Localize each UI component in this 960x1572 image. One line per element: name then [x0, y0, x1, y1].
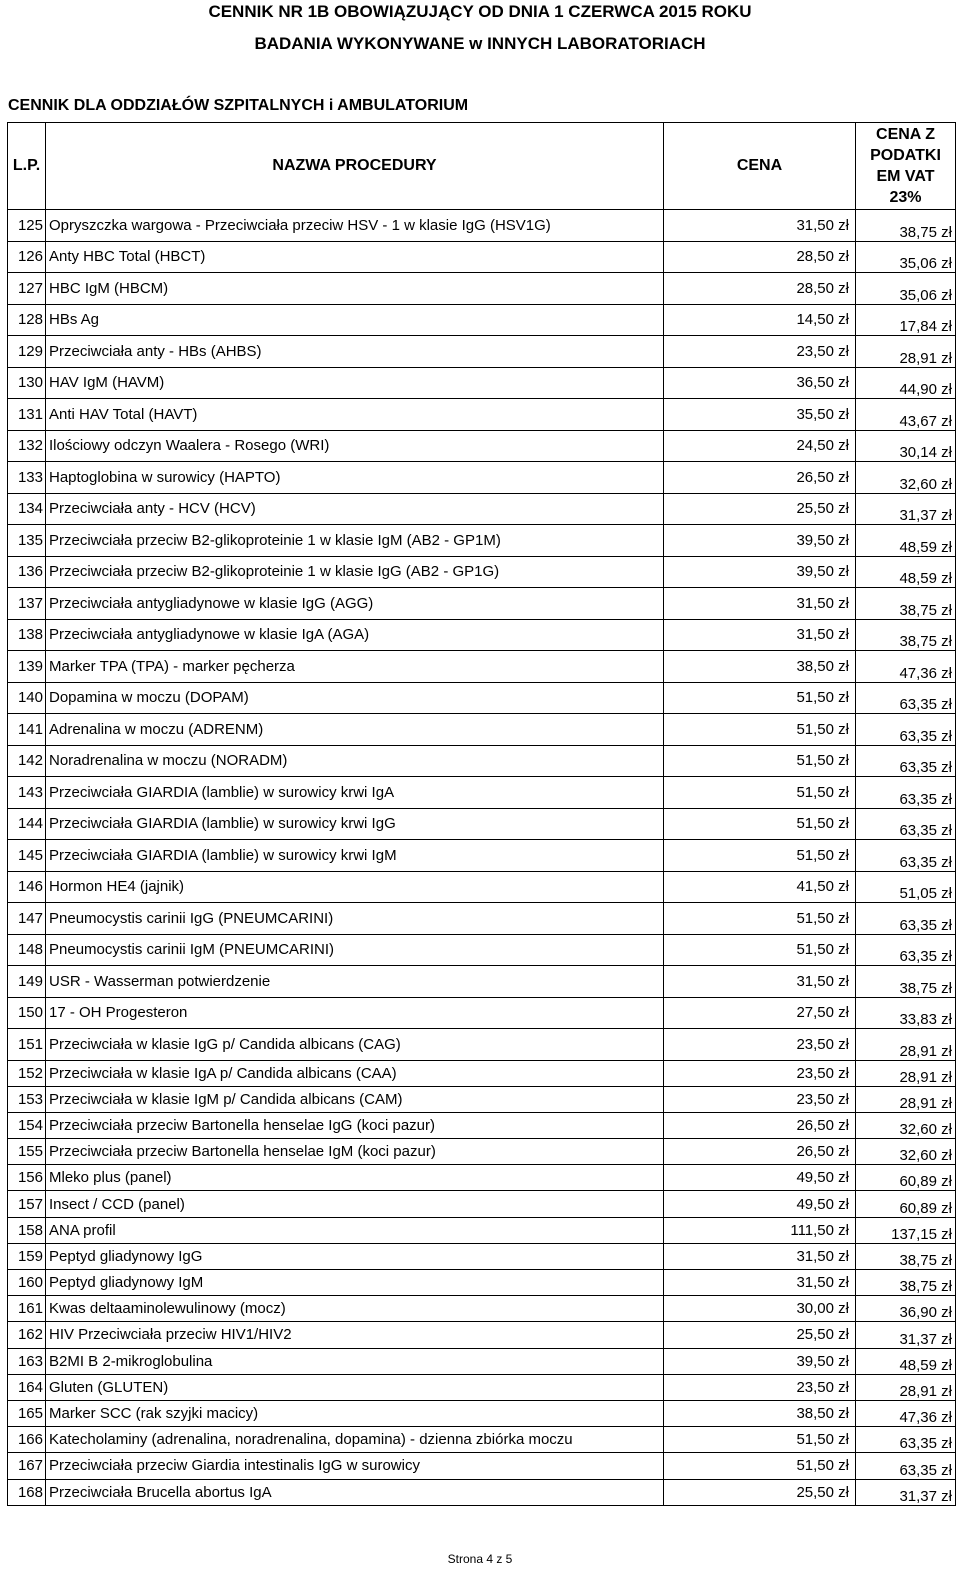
row-price: 39,50 zł: [664, 525, 856, 557]
row-price: 24,50 zł: [664, 430, 856, 462]
row-name: Anti HAV Total (HAVT): [46, 399, 664, 431]
row-lp: 158: [8, 1217, 46, 1243]
price-table: [7, 122, 956, 1506]
row-name: Przeciwciała GIARDIA (lamblie) w surowicy krwi IgA: [46, 777, 664, 809]
row-lp: 133: [8, 462, 46, 494]
row-vat: 47,36 zł: [856, 651, 956, 683]
table-row: [8, 556, 956, 588]
table-row: [8, 934, 956, 966]
row-vat: 60,89 zł: [856, 1191, 956, 1217]
row-vat: 63,35 zł: [856, 1453, 956, 1479]
row-vat: 63,35 zł: [856, 745, 956, 777]
document-subtitle: BADANIA WYKONYWANE w INNYCH LABORATORIACH: [254, 34, 706, 53]
row-name: Kwas deltaaminolewulinowy (mocz): [46, 1296, 664, 1322]
row-vat: 38,75 zł: [856, 1270, 956, 1296]
row-name: Przeciwciała przeciw Bartonella henselae IgG (koci pazur): [46, 1112, 664, 1138]
row-name: Pneumocystis carinii IgG (PNEUMCARINI): [46, 903, 664, 935]
row-price: 31,50 zł: [664, 210, 856, 242]
row-lp: 165: [8, 1400, 46, 1426]
row-vat: 32,60 zł: [856, 1139, 956, 1165]
section-title: CENNIK DLA ODDZIAŁÓW SZPITALNYCH i AMBULATORIUM: [8, 97, 469, 114]
row-lp: 155: [8, 1139, 46, 1165]
table-row: [8, 493, 956, 525]
row-lp: 135: [8, 525, 46, 557]
row-lp: 157: [8, 1191, 46, 1217]
row-name: Przeciwciała anty - HBs (AHBS): [46, 336, 664, 368]
table-row: [8, 1086, 956, 1112]
table-row: [8, 903, 956, 935]
table-row: [8, 1243, 956, 1269]
table-row: [8, 399, 956, 431]
row-price: 25,50 zł: [664, 493, 856, 525]
row-name: HIV Przeciwciała przeciw HIV1/HIV2: [46, 1322, 664, 1348]
row-vat: 63,35 zł: [856, 840, 956, 872]
row-lp: 160: [8, 1270, 46, 1296]
table-row: [8, 808, 956, 840]
table-row: [8, 1427, 956, 1453]
row-name: Hormon HE4 (jajnik): [46, 871, 664, 903]
row-price: 51,50 zł: [664, 1453, 856, 1479]
row-lp: 125: [8, 210, 46, 242]
row-price: 27,50 zł: [664, 997, 856, 1029]
header-price: CENA: [664, 123, 856, 210]
row-vat: 38,75 zł: [856, 588, 956, 620]
row-name: HBC IgM (HBCM): [46, 273, 664, 305]
row-vat: 43,67 zł: [856, 399, 956, 431]
table-row: [8, 1322, 956, 1348]
row-name: 17 - OH Progesteron: [46, 997, 664, 1029]
row-name: B2MI B 2-mikroglobulina: [46, 1348, 664, 1374]
row-name: Przeciwciała przeciw B2-glikoproteinie 1 w klasie IgG (AB2 - GP1G): [46, 556, 664, 588]
row-vat: 28,91 zł: [856, 1029, 956, 1061]
document-title: CENNIK NR 1B OBOWIĄZUJĄCY OD DNIA 1 CZERWCA 2015 ROKU: [208, 2, 752, 21]
row-price: 111,50 zł: [664, 1217, 856, 1243]
row-name: Przeciwciała w klasie IgG p/ Candida albicans (CAG): [46, 1029, 664, 1061]
table-row: [8, 1029, 956, 1061]
row-lp: 126: [8, 241, 46, 273]
row-name: Anty HBC Total (HBCT): [46, 241, 664, 273]
row-price: 36,50 zł: [664, 367, 856, 399]
row-price: 49,50 zł: [664, 1191, 856, 1217]
row-name: Pneumocystis carinii IgM (PNEUMCARINI): [46, 934, 664, 966]
row-name: Insect / CCD (panel): [46, 1191, 664, 1217]
row-lp: 168: [8, 1479, 46, 1505]
row-price: 26,50 zł: [664, 1139, 856, 1165]
row-lp: 167: [8, 1453, 46, 1479]
table-row: [8, 1165, 956, 1191]
row-name: Haptoglobina w surowicy (HAPTO): [46, 462, 664, 494]
table-row: [8, 840, 956, 872]
table-row: [8, 619, 956, 651]
row-price: 31,50 zł: [664, 619, 856, 651]
row-lp: 159: [8, 1243, 46, 1269]
row-name: Przeciwciała anty - HCV (HCV): [46, 493, 664, 525]
row-name: ANA profil: [46, 1217, 664, 1243]
table-row: [8, 1191, 956, 1217]
row-name: Marker SCC (rak szyjki macicy): [46, 1400, 664, 1426]
row-name: Przeciwciała antygliadynowe w klasie IgA (AGA): [46, 619, 664, 651]
table-row: [8, 1400, 956, 1426]
table-row: [8, 997, 956, 1029]
row-vat: 36,90 zł: [856, 1296, 956, 1322]
row-vat: 47,36 zł: [856, 1400, 956, 1426]
row-vat: 31,37 zł: [856, 1322, 956, 1348]
row-price: 28,50 zł: [664, 241, 856, 273]
row-price: 39,50 zł: [664, 1348, 856, 1374]
row-vat: 28,91 zł: [856, 1374, 956, 1400]
row-price: 51,50 zł: [664, 682, 856, 714]
row-name: Przeciwciała GIARDIA (lamblie) w surowicy krwi IgG: [46, 808, 664, 840]
row-lp: 140: [8, 682, 46, 714]
page-footer: Strona 4 z 5: [447, 1552, 513, 1566]
row-vat: 28,91 zł: [856, 1060, 956, 1086]
row-lp: 129: [8, 336, 46, 368]
row-price: 51,50 zł: [664, 903, 856, 935]
table-row: [8, 682, 956, 714]
row-lp: 147: [8, 903, 46, 935]
row-lp: 163: [8, 1348, 46, 1374]
row-name: Mleko plus (panel): [46, 1165, 664, 1191]
row-price: 26,50 zł: [664, 1112, 856, 1138]
row-price: 31,50 zł: [664, 1243, 856, 1269]
table-row: [8, 588, 956, 620]
row-lp: 132: [8, 430, 46, 462]
row-price: 51,50 zł: [664, 745, 856, 777]
row-vat: 28,91 zł: [856, 336, 956, 368]
row-lp: 144: [8, 808, 46, 840]
row-lp: 166: [8, 1427, 46, 1453]
row-price: 51,50 zł: [664, 777, 856, 809]
row-vat: 51,05 zł: [856, 871, 956, 903]
row-name: HBs Ag: [46, 304, 664, 336]
row-vat: 38,75 zł: [856, 210, 956, 242]
row-vat: 63,35 zł: [856, 682, 956, 714]
row-name: Przeciwciała Brucella abortus IgA: [46, 1479, 664, 1505]
row-price: 14,50 zł: [664, 304, 856, 336]
row-lp: 141: [8, 714, 46, 746]
table-row: [8, 1217, 956, 1243]
row-vat: 32,60 zł: [856, 1112, 956, 1138]
row-vat: 38,75 zł: [856, 966, 956, 998]
row-vat: 63,35 zł: [856, 903, 956, 935]
row-lp: 128: [8, 304, 46, 336]
row-vat: 38,75 zł: [856, 619, 956, 651]
table-row: [8, 1296, 956, 1322]
table-row: [8, 1374, 956, 1400]
row-name: Katecholaminy (adrenalina, noradrenalina, dopamina) - dzienna zbiórka moczu: [46, 1427, 664, 1453]
row-price: 51,50 zł: [664, 808, 856, 840]
row-lp: 154: [8, 1112, 46, 1138]
row-vat: 63,35 zł: [856, 934, 956, 966]
table-row: [8, 1348, 956, 1374]
row-price: 25,50 zł: [664, 1479, 856, 1505]
row-vat: 63,35 zł: [856, 777, 956, 809]
row-lp: 142: [8, 745, 46, 777]
row-vat: 48,59 zł: [856, 556, 956, 588]
row-price: 51,50 zł: [664, 934, 856, 966]
row-name: Dopamina w moczu (DOPAM): [46, 682, 664, 714]
row-name: Przeciwciała przeciw Bartonella henselae IgM (koci pazur): [46, 1139, 664, 1165]
row-vat: 63,35 zł: [856, 714, 956, 746]
row-name: Ilościowy odczyn Waalera - Rosego (WRI): [46, 430, 664, 462]
row-vat: 32,60 zł: [856, 462, 956, 494]
row-price: 23,50 zł: [664, 336, 856, 368]
row-vat: 30,14 zł: [856, 430, 956, 462]
row-lp: 130: [8, 367, 46, 399]
table-row: [8, 1112, 956, 1138]
row-lp: 164: [8, 1374, 46, 1400]
row-price: 23,50 zł: [664, 1029, 856, 1061]
table-row: [8, 714, 956, 746]
table-row: [8, 1139, 956, 1165]
row-lp: 151: [8, 1029, 46, 1061]
row-price: 28,50 zł: [664, 273, 856, 305]
table-row: [8, 1479, 956, 1505]
row-price: 26,50 zł: [664, 462, 856, 494]
row-name: USR - Wasserman potwierdzenie: [46, 966, 664, 998]
table-row: [8, 1060, 956, 1086]
row-price: 39,50 zł: [664, 556, 856, 588]
table-row: [8, 1453, 956, 1479]
row-lp: 138: [8, 619, 46, 651]
row-vat: 60,89 zł: [856, 1165, 956, 1191]
row-price: 25,50 zł: [664, 1322, 856, 1348]
row-name: Peptyd gliadynowy IgM: [46, 1270, 664, 1296]
row-vat: 44,90 zł: [856, 367, 956, 399]
table-row: [8, 210, 956, 242]
row-price: 23,50 zł: [664, 1060, 856, 1086]
row-vat: 17,84 zł: [856, 304, 956, 336]
row-lp: 131: [8, 399, 46, 431]
row-price: 41,50 zł: [664, 871, 856, 903]
table-row: [8, 525, 956, 557]
row-name: Peptyd gliadynowy IgG: [46, 1243, 664, 1269]
row-lp: 149: [8, 966, 46, 998]
table-header-row: [8, 123, 956, 210]
row-price: 31,50 zł: [664, 1270, 856, 1296]
row-lp: 127: [8, 273, 46, 305]
row-name: Przeciwciała w klasie IgM p/ Candida albicans (CAM): [46, 1086, 664, 1112]
row-price: 51,50 zł: [664, 714, 856, 746]
row-vat: 38,75 zł: [856, 1243, 956, 1269]
row-name: Noradrenalina w moczu (NORADM): [46, 745, 664, 777]
table-row: [8, 777, 956, 809]
row-lp: 136: [8, 556, 46, 588]
row-lp: 145: [8, 840, 46, 872]
row-vat: 31,37 zł: [856, 493, 956, 525]
row-price: 23,50 zł: [664, 1374, 856, 1400]
row-price: 49,50 zł: [664, 1165, 856, 1191]
table-row: [8, 430, 956, 462]
row-price: 38,50 zł: [664, 651, 856, 683]
table-body: [8, 210, 956, 1506]
row-price: 51,50 zł: [664, 1427, 856, 1453]
row-vat: 63,35 zł: [856, 808, 956, 840]
row-name: HAV IgM (HAVM): [46, 367, 664, 399]
row-lp: 152: [8, 1060, 46, 1086]
row-name: Gluten (GLUTEN): [46, 1374, 664, 1400]
row-price: 23,50 zł: [664, 1086, 856, 1112]
row-name: Adrenalina w moczu (ADRENM): [46, 714, 664, 746]
header-vat-label: CENA Z PODATKI EM VAT 23%: [870, 126, 941, 206]
row-vat: 63,35 zł: [856, 1427, 956, 1453]
table-row: [8, 367, 956, 399]
table-row: [8, 1270, 956, 1296]
header-vat: [856, 123, 956, 210]
row-vat: 28,91 zł: [856, 1086, 956, 1112]
row-name: Przeciwciała w klasie IgA p/ Candida albicans (CAA): [46, 1060, 664, 1086]
row-vat: 31,37 zł: [856, 1479, 956, 1505]
row-price: 51,50 zł: [664, 840, 856, 872]
table-row: [8, 745, 956, 777]
row-lp: 134: [8, 493, 46, 525]
row-vat: 35,06 zł: [856, 241, 956, 273]
table-row: [8, 871, 956, 903]
row-name: Przeciwciała przeciw B2-glikoproteinie 1 w klasie IgM (AB2 - GP1M): [46, 525, 664, 557]
row-price: 35,50 zł: [664, 399, 856, 431]
row-lp: 150: [8, 997, 46, 1029]
row-lp: 146: [8, 871, 46, 903]
row-vat: 137,15 zł: [856, 1217, 956, 1243]
row-lp: 143: [8, 777, 46, 809]
row-name: Przeciwciała antygliadynowe w klasie IgG (AGG): [46, 588, 664, 620]
row-price: 31,50 zł: [664, 588, 856, 620]
row-name: Marker TPA (TPA) - marker pęcherza: [46, 651, 664, 683]
table-row: [8, 336, 956, 368]
row-vat: 48,59 zł: [856, 1348, 956, 1374]
header-name: NAZWA PROCEDURY: [46, 123, 664, 210]
row-name: Opryszczka wargowa - Przeciwciała przeciw HSV - 1 w klasie IgG (HSV1G): [46, 210, 664, 242]
row-lp: 148: [8, 934, 46, 966]
row-lp: 162: [8, 1322, 46, 1348]
header-lp: L.P.: [8, 123, 46, 210]
row-lp: 156: [8, 1165, 46, 1191]
table-row: [8, 241, 956, 273]
row-lp: 139: [8, 651, 46, 683]
row-lp: 161: [8, 1296, 46, 1322]
row-price: 31,50 zł: [664, 966, 856, 998]
table-row: [8, 966, 956, 998]
row-name: Przeciwciała GIARDIA (lamblie) w surowicy krwi IgM: [46, 840, 664, 872]
row-price: 38,50 zł: [664, 1400, 856, 1426]
row-vat: 33,83 zł: [856, 997, 956, 1029]
row-price: 30,00 zł: [664, 1296, 856, 1322]
table-row: [8, 273, 956, 305]
table-row: [8, 651, 956, 683]
row-vat: 48,59 zł: [856, 525, 956, 557]
row-lp: 137: [8, 588, 46, 620]
row-vat: 35,06 zł: [856, 273, 956, 305]
row-lp: 153: [8, 1086, 46, 1112]
table-row: [8, 462, 956, 494]
table-row: [8, 304, 956, 336]
row-name: Przeciwciała przeciw Giardia intestinalis IgG w surowicy: [46, 1453, 664, 1479]
